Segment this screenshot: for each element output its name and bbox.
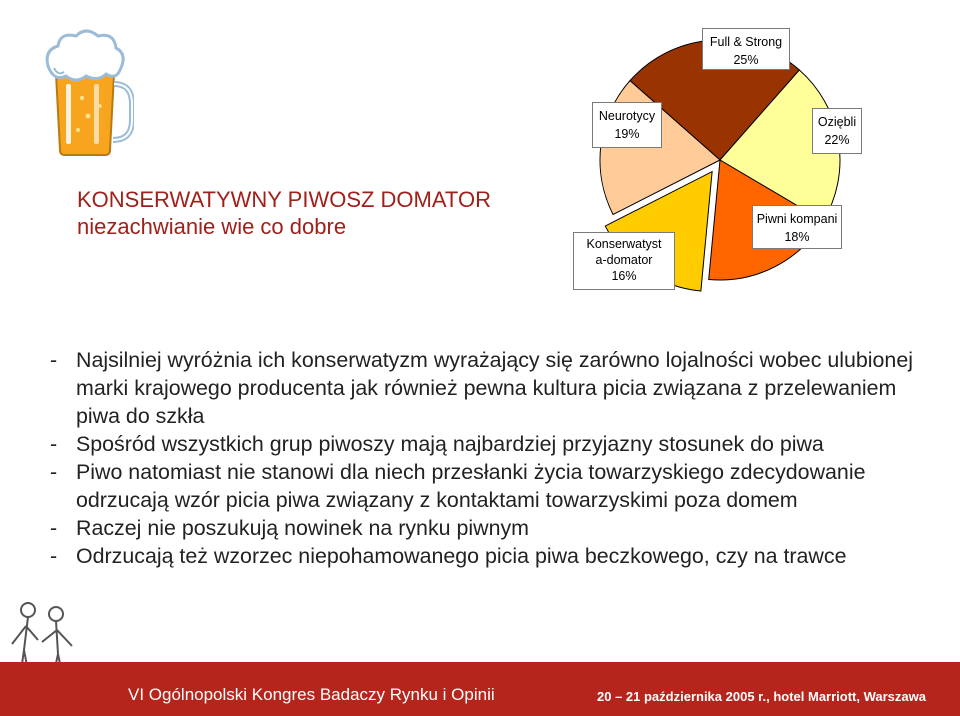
bullet-item: - Odrzucają też wzorzec niepohamowanego picia piwa beczkowego, czy na trawce — [50, 542, 930, 570]
pie-label-value: 18% — [784, 230, 810, 244]
page-title — [77, 186, 491, 240]
bullet-item: - Najsilniej wyróżnia ich konserwatyzm wyrażający się zarówno lojalności wobec ulubionej marki krajowego producenta jak również pewna kultura picia związana z przelewaniem piwa do szkła — [50, 346, 930, 430]
pie-label-neurotycy — [592, 102, 662, 148]
pie-label-name: Full & Strong — [709, 35, 783, 49]
pie-label-value: 16% — [611, 269, 637, 283]
pie-label-konserwatysta-domator — [573, 232, 675, 290]
pie-label-value: 19% — [614, 127, 640, 141]
footer-congress-title: VI Ogólnopolski Kongres Badaczy Rynku i Opinii — [128, 685, 495, 704]
pie-label-piwni-kompani — [752, 205, 842, 249]
footer-bar — [0, 662, 960, 716]
pie-label-name: Neurotycy — [598, 109, 656, 123]
pie-label-oziebli — [812, 108, 862, 154]
pie-label-name: Piwni kompani — [756, 212, 838, 226]
pie-label-value: 25% — [733, 53, 759, 67]
beer-mug-icon — [34, 22, 134, 158]
pie-label-name: Oziębli — [817, 115, 857, 129]
bullet-item: - Spośród wszystkich grup piwoszy mają najbardziej przyjazny stosunek do piwa — [50, 430, 930, 458]
bullet-item: - Piwo natomiast nie stanowi dla niech przesłanki życia towarzyskiego zdecydowanie odrzucają wzór picia piwa związany z kontaktami towarzyskimi poza domem — [50, 458, 930, 514]
pie-label-value: 22% — [824, 133, 850, 147]
bullet-item: - Raczej nie poszukują nowinek na rynku piwnym — [50, 514, 930, 542]
footer-date-place: 20 – 21 października 2005 r., hotel Marriott, Warszawa — [597, 689, 926, 704]
bullet-list — [50, 346, 930, 570]
pie-label-name: Konserwatysta-domator — [586, 237, 662, 267]
title-line-2: niezachwianie wie co dobre — [77, 214, 347, 239]
title-line-1: KONSERWATYWNY PIWOSZ DOMATOR — [77, 187, 491, 212]
pie-label-full-strong — [702, 28, 790, 70]
